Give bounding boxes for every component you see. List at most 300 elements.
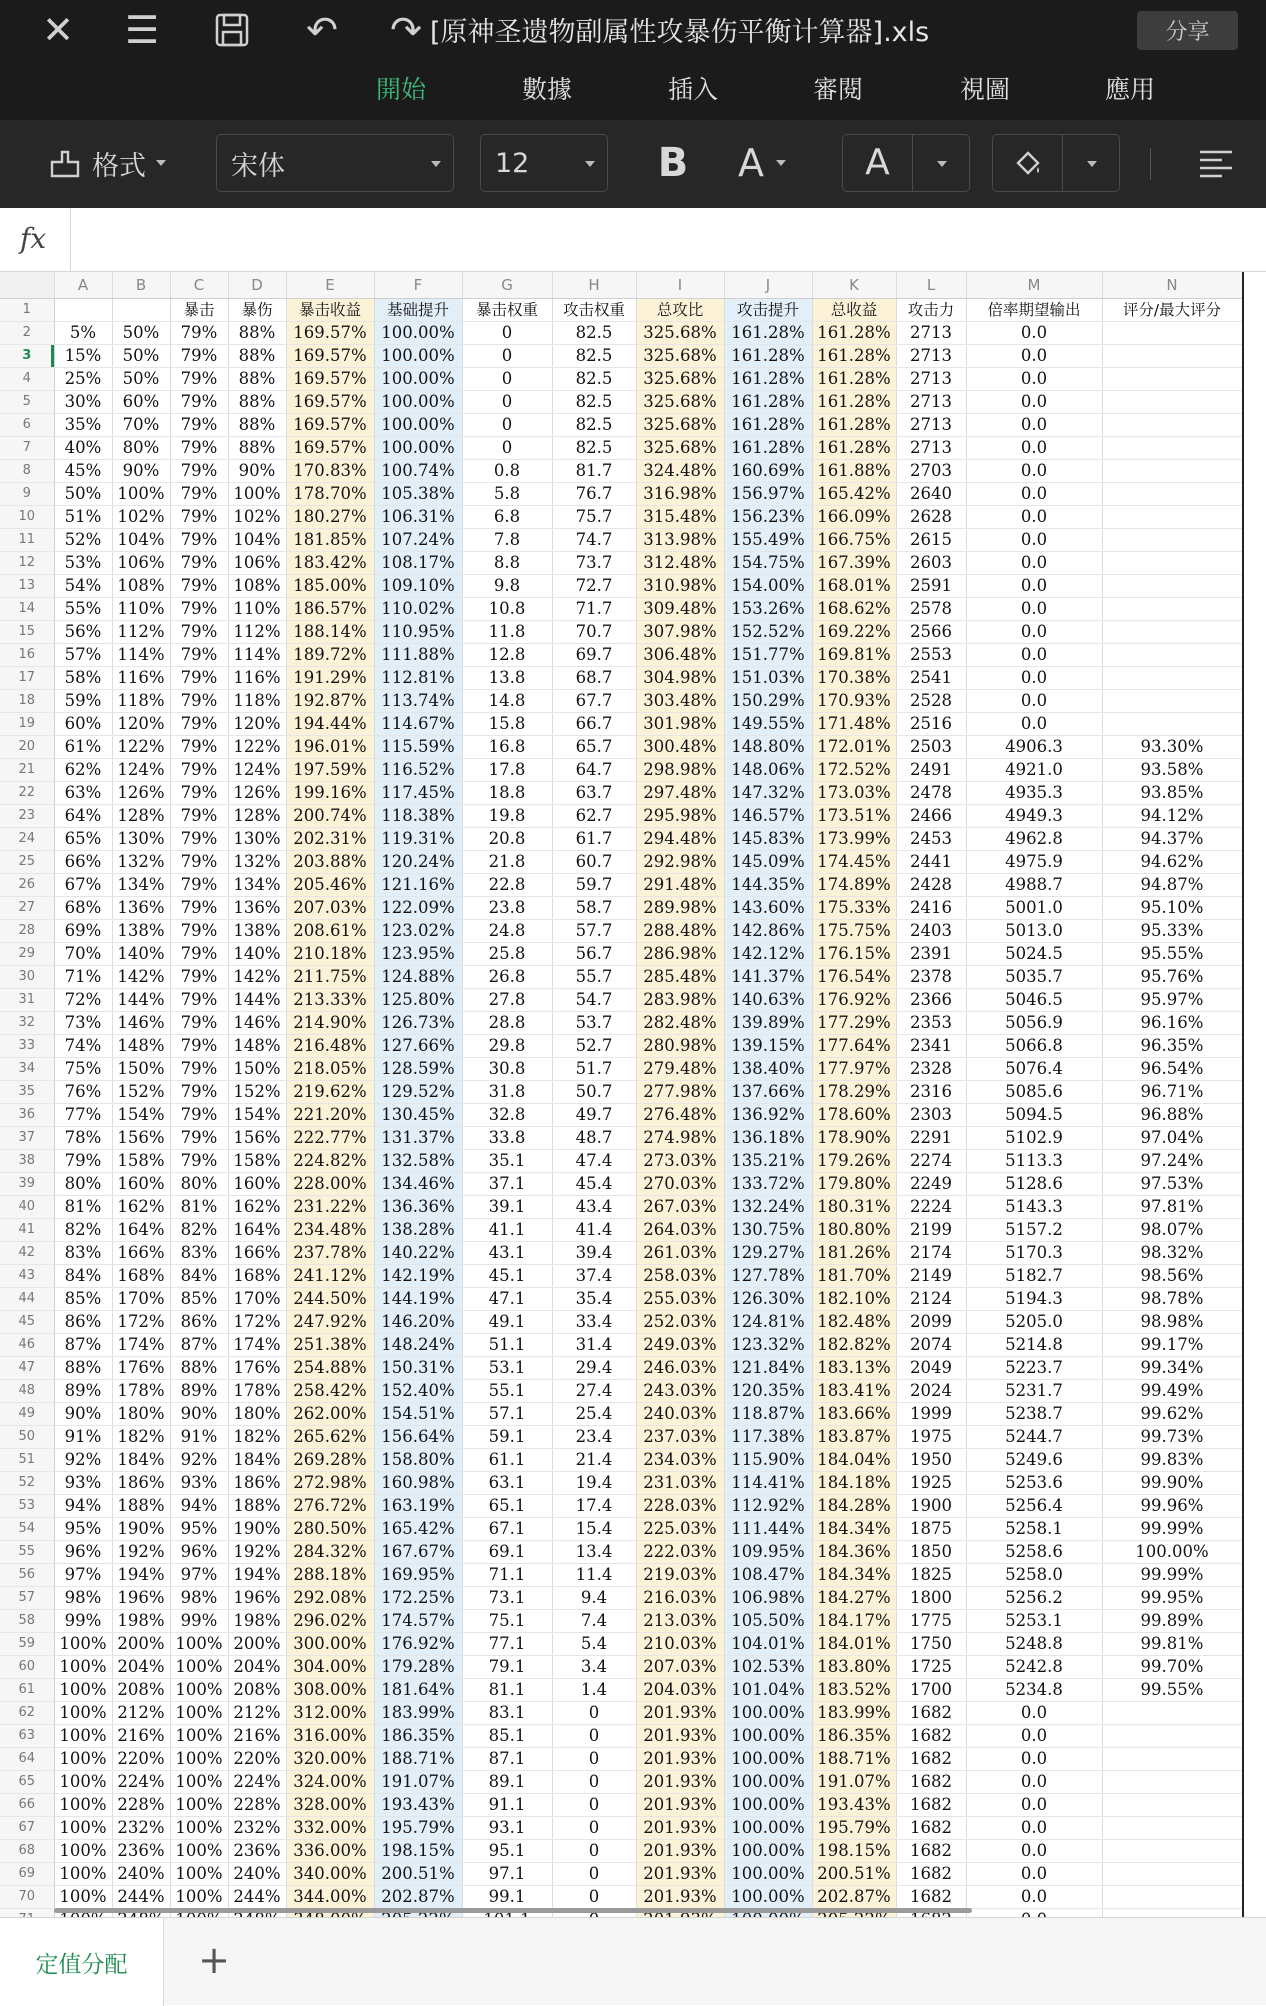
cell[interactable]: 219.62% [286, 1080, 374, 1103]
cell[interactable]: 303.48% [636, 689, 724, 712]
cell[interactable]: 144% [228, 988, 286, 1011]
cell[interactable]: 95.55% [1102, 942, 1242, 965]
cell[interactable]: 1750 [896, 1632, 966, 1655]
cell[interactable]: 59.1 [462, 1425, 552, 1448]
cell[interactable]: 0 [552, 1839, 636, 1862]
cell[interactable]: 27.8 [462, 988, 552, 1011]
cell[interactable]: 5234.8 [966, 1678, 1102, 1701]
font-style-button[interactable] [738, 134, 808, 192]
cell[interactable]: 201.93% [636, 1862, 724, 1885]
cell[interactable]: 5214.8 [966, 1333, 1102, 1356]
cell[interactable]: 2149 [896, 1264, 966, 1287]
cell[interactable]: 2516 [896, 712, 966, 735]
cell[interactable]: 176% [112, 1356, 170, 1379]
cell[interactable]: 4988.7 [966, 873, 1102, 896]
row-header[interactable]: 9 [0, 482, 54, 505]
cell[interactable]: 5001.0 [966, 896, 1102, 919]
cell[interactable]: 55% [54, 597, 112, 620]
cell[interactable]: 5046.5 [966, 988, 1102, 1011]
spreadsheet-grid[interactable] [0, 272, 1266, 1917]
row-header[interactable]: 8 [0, 459, 54, 482]
cell[interactable]: 304.00% [286, 1655, 374, 1678]
cell[interactable]: 87.1 [462, 1747, 552, 1770]
row-header[interactable]: 34 [0, 1057, 54, 1080]
cell[interactable]: 79% [170, 689, 228, 712]
cell[interactable]: 93.1 [462, 1816, 552, 1839]
cell[interactable]: 228.00% [286, 1172, 374, 1195]
cell[interactable]: 54.7 [552, 988, 636, 1011]
row-header[interactable]: 21 [0, 758, 54, 781]
cell[interactable]: 201.93% [636, 1839, 724, 1862]
cell[interactable]: 76% [54, 1080, 112, 1103]
cell[interactable]: 237.03% [636, 1425, 724, 1448]
cell[interactable]: 186% [112, 1471, 170, 1494]
cell[interactable]: 129.52% [374, 1080, 462, 1103]
cell[interactable]: 1825 [896, 1563, 966, 1586]
row-header[interactable]: 43 [0, 1264, 54, 1287]
cell[interactable]: 183.13% [812, 1356, 896, 1379]
cell[interactable]: 100.00% [724, 1839, 812, 1862]
cell[interactable]: 74% [54, 1034, 112, 1057]
cell[interactable]: 126% [228, 781, 286, 804]
cell[interactable]: 0 [462, 367, 552, 390]
cell[interactable]: 79% [170, 459, 228, 482]
cell[interactable]: 212% [228, 1701, 286, 1724]
cell[interactable]: 208% [112, 1678, 170, 1701]
cell[interactable]: 63.1 [462, 1471, 552, 1494]
cell[interactable]: 200% [228, 1632, 286, 1655]
cell[interactable]: 114% [112, 643, 170, 666]
cell[interactable]: 0 [552, 1816, 636, 1839]
cell[interactable]: 0.0 [966, 1816, 1102, 1839]
cell[interactable]: 166% [228, 1241, 286, 1264]
cell[interactable]: 9.4 [552, 1586, 636, 1609]
cell[interactable]: 79% [170, 873, 228, 896]
cell[interactable]: 0.0 [966, 413, 1102, 436]
cell[interactable]: 97% [54, 1563, 112, 1586]
cell[interactable]: 71.7 [552, 597, 636, 620]
cell[interactable]: 132% [228, 850, 286, 873]
cell[interactable]: 289.98% [636, 896, 724, 919]
cell[interactable]: 93.85% [1102, 781, 1242, 804]
column-header[interactable]: D [228, 272, 286, 298]
row-header[interactable]: 12 [0, 551, 54, 574]
cell[interactable]: 60% [112, 390, 170, 413]
header-cell[interactable]: 暴伤 [228, 298, 286, 321]
cell[interactable]: 100.74% [374, 459, 462, 482]
cell[interactable]: 1875 [896, 1517, 966, 1540]
cell[interactable]: 57.1 [462, 1402, 552, 1425]
cell[interactable]: 183.66% [812, 1402, 896, 1425]
cell[interactable]: 183.41% [812, 1379, 896, 1402]
cell[interactable]: 161.28% [724, 367, 812, 390]
column-header[interactable]: F [374, 272, 462, 298]
cell[interactable]: 269.28% [286, 1448, 374, 1471]
cell[interactable]: 128% [112, 804, 170, 827]
row-header[interactable]: 11 [0, 528, 54, 551]
cell[interactable]: 148.24% [374, 1333, 462, 1356]
header-cell[interactable]: 攻击权重 [552, 298, 636, 321]
cell[interactable]: 100.00% [724, 1770, 812, 1793]
cell[interactable]: 35% [54, 413, 112, 436]
cell[interactable]: 165.42% [374, 1517, 462, 1540]
cell[interactable]: 140% [228, 942, 286, 965]
cell[interactable]: 100% [54, 1816, 112, 1839]
cell[interactable]: 124% [112, 758, 170, 781]
cell[interactable]: 325.68% [636, 321, 724, 344]
cell[interactable]: 161.28% [724, 321, 812, 344]
cell[interactable]: 51% [54, 505, 112, 528]
cell[interactable]: 10.8 [462, 597, 552, 620]
cell[interactable]: 150% [228, 1057, 286, 1080]
cell[interactable]: 124% [228, 758, 286, 781]
cell[interactable]: 1975 [896, 1425, 966, 1448]
cell[interactable]: 0.0 [966, 505, 1102, 528]
row-header[interactable]: 58 [0, 1609, 54, 1632]
cell[interactable]: 185.00% [286, 574, 374, 597]
row-header[interactable]: 27 [0, 896, 54, 919]
cell[interactable]: 1682 [896, 1885, 966, 1908]
row-header[interactable]: 54 [0, 1517, 54, 1540]
cell[interactable]: 161.28% [724, 390, 812, 413]
cell[interactable]: 76.7 [552, 482, 636, 505]
cell[interactable]: 231.03% [636, 1471, 724, 1494]
cell[interactable]: 161.28% [724, 413, 812, 436]
cell[interactable]: 79% [170, 850, 228, 873]
cell[interactable]: 82.5 [552, 390, 636, 413]
cell[interactable]: 146% [112, 1011, 170, 1034]
tab-review[interactable]: 審閱 [813, 75, 864, 104]
cell[interactable]: 198.15% [374, 1839, 462, 1862]
cell[interactable]: 116% [228, 666, 286, 689]
cell[interactable]: 315.48% [636, 505, 724, 528]
cell[interactable]: 118.87% [724, 1402, 812, 1425]
cell[interactable]: 193.43% [812, 1793, 896, 1816]
cell[interactable]: 169.57% [286, 390, 374, 413]
cell[interactable]: 161.28% [724, 436, 812, 459]
header-cell[interactable]: 暴击 [170, 298, 228, 321]
cell[interactable]: 81% [54, 1195, 112, 1218]
cell[interactable]: 158% [228, 1149, 286, 1172]
cell[interactable]: 25.4 [552, 1402, 636, 1425]
cell[interactable] [1102, 1793, 1242, 1816]
cell[interactable]: 99.90% [1102, 1471, 1242, 1494]
cell[interactable]: 12.8 [462, 643, 552, 666]
row-header[interactable]: 19 [0, 712, 54, 735]
cell[interactable]: 178.70% [286, 482, 374, 505]
cell[interactable]: 180.31% [812, 1195, 896, 1218]
cell[interactable]: 96% [54, 1540, 112, 1563]
cell[interactable]: 27.4 [552, 1379, 636, 1402]
cell[interactable]: 307.98% [636, 620, 724, 643]
cell[interactable]: 90% [228, 459, 286, 482]
cell[interactable]: 79% [170, 482, 228, 505]
cell[interactable]: 126% [112, 781, 170, 804]
cell[interactable]: 88% [54, 1356, 112, 1379]
cell[interactable]: 129.27% [724, 1241, 812, 1264]
cell[interactable] [1102, 505, 1242, 528]
cell[interactable]: 94.62% [1102, 850, 1242, 873]
cell[interactable]: 162% [228, 1195, 286, 1218]
cell[interactable]: 70% [112, 413, 170, 436]
cell[interactable]: 190% [112, 1517, 170, 1540]
cell[interactable]: 4949.3 [966, 804, 1102, 827]
cell[interactable]: 25.8 [462, 942, 552, 965]
column-header[interactable]: I [636, 272, 724, 298]
cell[interactable]: 1682 [896, 1724, 966, 1747]
header-cell[interactable] [112, 298, 170, 321]
cell[interactable]: 336.00% [286, 1839, 374, 1862]
row-header[interactable]: 60 [0, 1655, 54, 1678]
cell[interactable]: 35.1 [462, 1149, 552, 1172]
cell[interactable]: 116.52% [374, 758, 462, 781]
cell[interactable] [1102, 390, 1242, 413]
cell[interactable]: 134% [228, 873, 286, 896]
cell[interactable]: 1700 [896, 1678, 966, 1701]
cell[interactable]: 5194.3 [966, 1287, 1102, 1310]
cell[interactable]: 175.33% [812, 896, 896, 919]
cell[interactable]: 90% [54, 1402, 112, 1425]
cell[interactable]: 102% [112, 505, 170, 528]
cell[interactable]: 219.03% [636, 1563, 724, 1586]
cell[interactable]: 201.93% [636, 1885, 724, 1908]
cell[interactable]: 183.87% [812, 1425, 896, 1448]
cell[interactable]: 183.52% [812, 1678, 896, 1701]
cell[interactable]: 2378 [896, 965, 966, 988]
cell[interactable]: 83.1 [462, 1701, 552, 1724]
cell[interactable]: 244% [112, 1885, 170, 1908]
cell[interactable]: 99.95% [1102, 1586, 1242, 1609]
cell[interactable]: 146.20% [374, 1310, 462, 1333]
row-header[interactable]: 25 [0, 850, 54, 873]
cell[interactable]: 19.8 [462, 804, 552, 827]
cell[interactable]: 191.07% [812, 1770, 896, 1793]
cell[interactable]: 5248.8 [966, 1632, 1102, 1655]
cell[interactable]: 120% [112, 712, 170, 735]
cell[interactable]: 31.4 [552, 1333, 636, 1356]
cell[interactable]: 79% [170, 712, 228, 735]
cell[interactable] [1102, 1862, 1242, 1885]
cell[interactable]: 244.50% [286, 1287, 374, 1310]
cell[interactable]: 115.90% [724, 1448, 812, 1471]
cell[interactable]: 4962.8 [966, 827, 1102, 850]
cell[interactable]: 240% [228, 1862, 286, 1885]
cell[interactable]: 320.00% [286, 1747, 374, 1770]
cell[interactable]: 100% [170, 1632, 228, 1655]
cell[interactable]: 79% [170, 758, 228, 781]
cell[interactable]: 228.03% [636, 1494, 724, 1517]
cell[interactable]: 120% [228, 712, 286, 735]
cell[interactable]: 5102.9 [966, 1126, 1102, 1149]
cell[interactable]: 198% [228, 1609, 286, 1632]
cell[interactable]: 49.1 [462, 1310, 552, 1333]
cell[interactable]: 91% [170, 1425, 228, 1448]
cell[interactable]: 95.97% [1102, 988, 1242, 1011]
cell[interactable]: 100% [170, 1885, 228, 1908]
cell[interactable]: 110% [112, 597, 170, 620]
cell[interactable]: 17.8 [462, 758, 552, 781]
cell[interactable]: 200% [112, 1632, 170, 1655]
cell[interactable]: 5.4 [552, 1632, 636, 1655]
cell[interactable]: 2528 [896, 689, 966, 712]
cell[interactable]: 82.5 [552, 436, 636, 459]
cell[interactable]: 126.73% [374, 1011, 462, 1034]
font-family-select[interactable] [216, 134, 454, 192]
cell[interactable]: 23.4 [552, 1425, 636, 1448]
cell[interactable]: 79% [170, 781, 228, 804]
cell[interactable]: 121.16% [374, 873, 462, 896]
cell[interactable]: 5113.3 [966, 1149, 1102, 1172]
cell[interactable]: 0.0 [966, 1701, 1102, 1724]
cell[interactable]: 72% [54, 988, 112, 1011]
sheet-tab-active[interactable]: 定值分配 [0, 1918, 164, 2006]
cell[interactable]: 158.80% [374, 1448, 462, 1471]
cell[interactable]: 143.60% [724, 896, 812, 919]
cell[interactable]: 1725 [896, 1655, 966, 1678]
cell[interactable]: 177.29% [812, 1011, 896, 1034]
cell[interactable]: 124.88% [374, 965, 462, 988]
cell[interactable] [1102, 1701, 1242, 1724]
cell[interactable]: 90% [170, 1402, 228, 1425]
cell[interactable]: 2024 [896, 1379, 966, 1402]
cell[interactable]: 98.98% [1102, 1310, 1242, 1333]
cell[interactable]: 0.0 [966, 1747, 1102, 1770]
cell[interactable]: 161.28% [812, 344, 896, 367]
cell[interactable]: 106% [228, 551, 286, 574]
cell[interactable]: 106% [112, 551, 170, 574]
row-header[interactable]: 13 [0, 574, 54, 597]
cell[interactable]: 1682 [896, 1701, 966, 1724]
cell[interactable]: 87% [170, 1333, 228, 1356]
cell[interactable]: 194% [228, 1563, 286, 1586]
cell[interactable]: 99.62% [1102, 1402, 1242, 1425]
cell[interactable]: 201.93% [636, 1724, 724, 1747]
cell[interactable]: 100% [54, 1632, 112, 1655]
cell[interactable]: 222.77% [286, 1126, 374, 1149]
cell[interactable]: 178.60% [812, 1103, 896, 1126]
cell[interactable]: 236% [228, 1839, 286, 1862]
cell[interactable]: 98% [170, 1586, 228, 1609]
cell[interactable]: 78% [54, 1126, 112, 1149]
cell[interactable]: 150% [112, 1057, 170, 1080]
row-header[interactable]: 33 [0, 1034, 54, 1057]
cell[interactable]: 5094.5 [966, 1103, 1102, 1126]
cell[interactable]: 98% [54, 1586, 112, 1609]
cell[interactable]: 173.51% [812, 804, 896, 827]
cell[interactable]: 120.24% [374, 850, 462, 873]
cell[interactable]: 97.24% [1102, 1149, 1242, 1172]
cell[interactable]: 41.4 [552, 1218, 636, 1241]
cell[interactable]: 130.45% [374, 1103, 462, 1126]
cell[interactable]: 161.28% [812, 367, 896, 390]
cell[interactable]: 332.00% [286, 1816, 374, 1839]
cell[interactable]: 236% [112, 1839, 170, 1862]
row-header[interactable]: 59 [0, 1632, 54, 1655]
cell[interactable]: 213.33% [286, 988, 374, 1011]
cell[interactable]: 2713 [896, 413, 966, 436]
cell[interactable]: 192% [228, 1540, 286, 1563]
cell[interactable]: 92% [170, 1448, 228, 1471]
row-header[interactable]: 49 [0, 1402, 54, 1425]
cell[interactable]: 244% [228, 1885, 286, 1908]
row-header[interactable]: 53 [0, 1494, 54, 1517]
cell[interactable]: 191.07% [374, 1770, 462, 1793]
cell[interactable]: 145.83% [724, 827, 812, 850]
cell[interactable]: 80% [54, 1172, 112, 1195]
cell[interactable]: 202.31% [286, 827, 374, 850]
cell[interactable]: 154% [112, 1103, 170, 1126]
cell[interactable]: 0.0 [966, 1885, 1102, 1908]
cell[interactable]: 0 [462, 413, 552, 436]
column-header[interactable]: G [462, 272, 552, 298]
cell[interactable]: 136% [228, 896, 286, 919]
column-header[interactable]: N [1102, 272, 1242, 298]
cell[interactable]: 203.88% [286, 850, 374, 873]
row-header[interactable]: 26 [0, 873, 54, 896]
cell[interactable] [1102, 1839, 1242, 1862]
cell[interactable]: 201.93% [636, 1747, 724, 1770]
cell[interactable]: 97.53% [1102, 1172, 1242, 1195]
cell[interactable] [1102, 597, 1242, 620]
cell[interactable]: 156.23% [724, 505, 812, 528]
cell[interactable]: 0 [552, 1770, 636, 1793]
cell[interactable]: 298.98% [636, 758, 724, 781]
cell[interactable]: 99.99% [1102, 1563, 1242, 1586]
cell[interactable]: 184.34% [812, 1517, 896, 1540]
cell[interactable]: 243.03% [636, 1379, 724, 1402]
cell[interactable]: 86% [170, 1310, 228, 1333]
cell[interactable]: 280.98% [636, 1034, 724, 1057]
cell[interactable]: 216% [112, 1724, 170, 1747]
cell[interactable]: 154.75% [724, 551, 812, 574]
cell[interactable]: 148% [228, 1034, 286, 1057]
cell[interactable] [1102, 620, 1242, 643]
cell[interactable]: 82.5 [552, 344, 636, 367]
cell[interactable]: 130% [112, 827, 170, 850]
cell[interactable]: 89% [54, 1379, 112, 1402]
cell[interactable]: 96.35% [1102, 1034, 1242, 1057]
cell[interactable]: 0 [462, 344, 552, 367]
cell[interactable]: 0 [552, 1747, 636, 1770]
cell[interactable]: 99.83% [1102, 1448, 1242, 1471]
row-header[interactable]: 64 [0, 1747, 54, 1770]
cell[interactable]: 2074 [896, 1333, 966, 1356]
cell[interactable]: 172.25% [374, 1586, 462, 1609]
font-size-select[interactable] [480, 134, 608, 192]
cell[interactable]: 2628 [896, 505, 966, 528]
cell[interactable]: 181.85% [286, 528, 374, 551]
row-header[interactable]: 35 [0, 1080, 54, 1103]
cell[interactable]: 237.78% [286, 1241, 374, 1264]
cell[interactable]: 138% [228, 919, 286, 942]
cell[interactable]: 1682 [896, 1839, 966, 1862]
cell[interactable]: 100.00% [724, 1724, 812, 1747]
cell[interactable]: 127.78% [724, 1264, 812, 1287]
cell[interactable]: 194.44% [286, 712, 374, 735]
cell[interactable]: 99.70% [1102, 1655, 1242, 1678]
row-header[interactable]: 4 [0, 367, 54, 390]
cell[interactable]: 2553 [896, 643, 966, 666]
cell[interactable]: 79% [170, 620, 228, 643]
cell[interactable]: 104% [228, 528, 286, 551]
cell[interactable]: 190% [228, 1517, 286, 1540]
cell[interactable]: 17.4 [552, 1494, 636, 1517]
cell[interactable]: 207.03% [286, 896, 374, 919]
cell[interactable]: 100.00% [374, 413, 462, 436]
cell[interactable]: 176.15% [812, 942, 896, 965]
cell[interactable]: 123.95% [374, 942, 462, 965]
cell[interactable]: 84% [170, 1264, 228, 1287]
